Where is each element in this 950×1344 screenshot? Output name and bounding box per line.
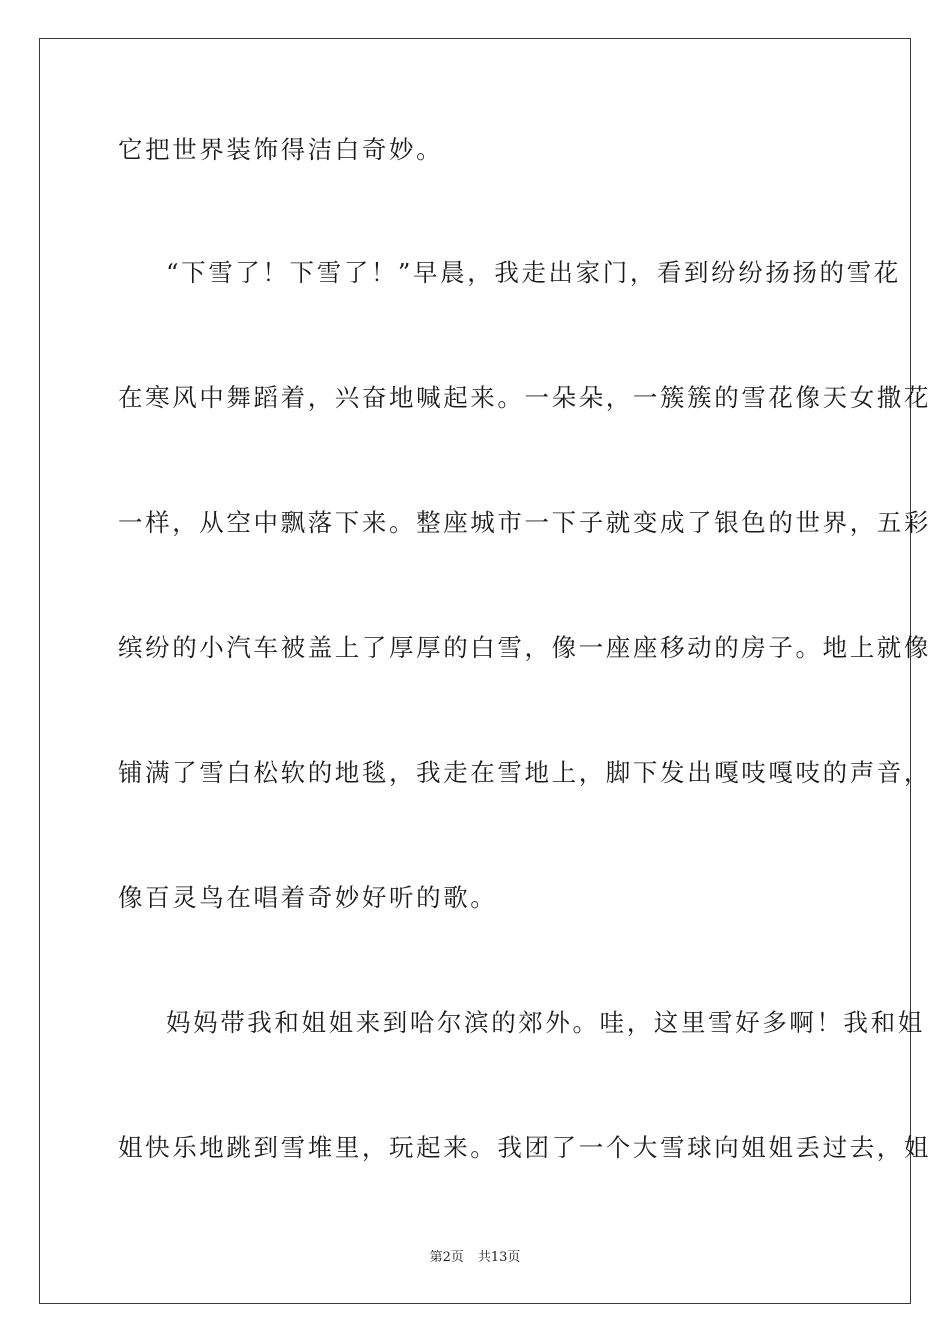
paragraph-line: 像百灵鸟在唱着奇妙好听的歌。 — [118, 883, 498, 912]
paragraph-line: 缤纷的小汽车被盖上了厚厚的白雪，像一座座移动的房子。地上就像 — [118, 633, 931, 662]
paragraph-line: 它把世界装饰得洁白奇妙。 — [118, 135, 444, 164]
page-footer — [0, 1249, 950, 1267]
paragraph-line: 一样，从空中飘落下来。整座城市一下子就变成了银色的世界，五彩 — [118, 508, 931, 537]
paragraph-line: 铺满了雪白松软的地毯，我走在雪地上，脚下发出嘎吱嘎吱的声音， — [118, 758, 931, 787]
paragraph-line: 姐快乐地跳到雪堆里，玩起来。我团了一个大雪球向姐姐丢过去，姐 — [118, 1133, 931, 1162]
paragraph-line: 在寒风中舞蹈着，兴奋地喊起来。一朵朵，一簇簇的雪花像天女撒花 — [118, 383, 931, 412]
page-border — [39, 38, 931, 1304]
total-pages-label: 共13页 — [477, 1250, 521, 1265]
paragraph-line: “下雪了！下雪了！”早晨，我走出家门，看到纷纷扬扬的雪花 — [166, 258, 901, 287]
paragraph-line: 妈妈带我和姐姐来到哈尔滨的郊外。哇，这里雪好多啊！我和姐 — [166, 1008, 925, 1037]
current-page-label: 第2页 — [429, 1250, 464, 1265]
